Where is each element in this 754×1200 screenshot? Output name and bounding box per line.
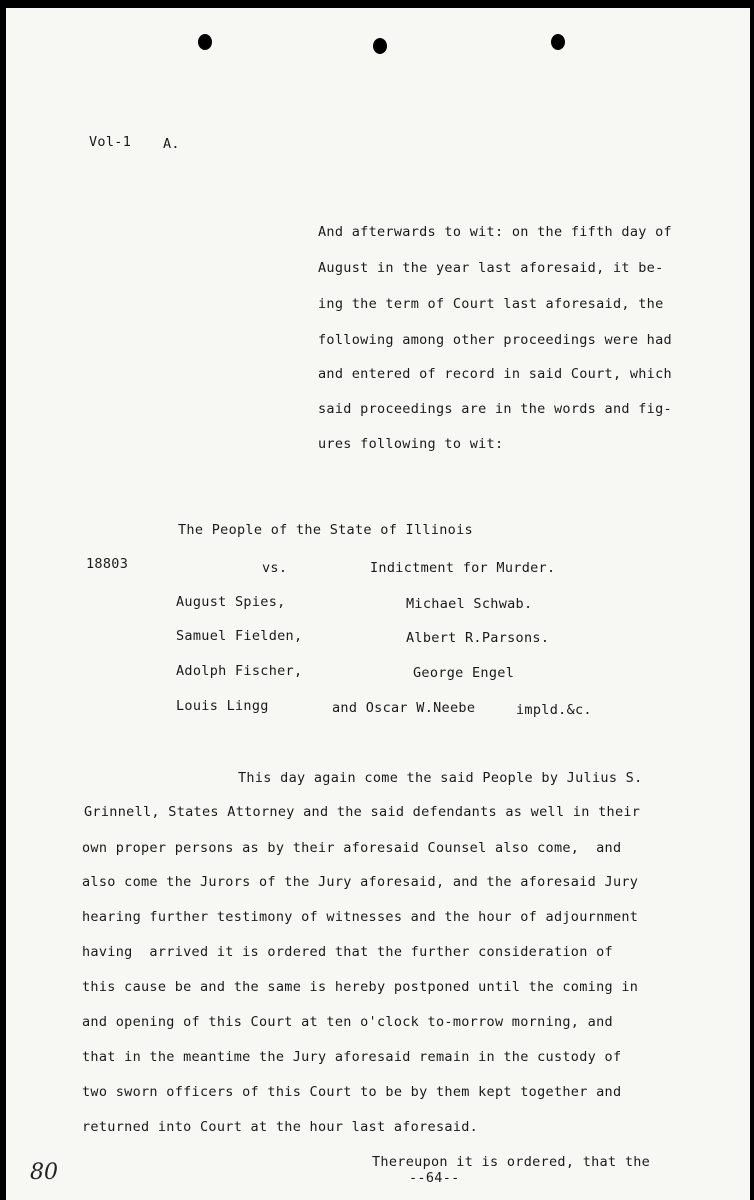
document-page (6, 8, 750, 1200)
defendant-name: Samuel Fielden, (176, 628, 303, 644)
body-line: this cause be and the same is hereby postponed until the coming in (82, 979, 639, 995)
body-line: returned into Court at the hour last aforesaid. (82, 1119, 479, 1135)
intro-line: August in the year last aforesaid, it be- (318, 260, 664, 276)
body-line: also come the Jurors of the Jury aforesaid, and the aforesaid Jury (82, 874, 639, 890)
defendant-name: Michael Schwab. (406, 596, 533, 612)
intro-line: ures following to wit: (318, 436, 504, 452)
punch-hole (551, 34, 565, 50)
defendant-name: Albert R.Parsons. (406, 630, 550, 646)
defendant-name: and Oscar W.Neebe (332, 700, 476, 716)
body-line: Grinnell, States Attorney and the said defendants as well in their (84, 804, 641, 820)
punch-hole (198, 34, 212, 50)
intro-line: ing the term of Court last aforesaid, the (318, 296, 664, 312)
intro-line: and entered of record in said Court, which (318, 366, 672, 382)
case-title: The People of the State of Illinois (178, 522, 473, 538)
body-line: own proper persons as by their aforesaid Counsel also come, and (82, 840, 622, 856)
defendant-name: George Engel (413, 665, 515, 681)
body-line: having arrived it is ordered that the further consideration of (82, 944, 613, 960)
volume-label: Vol-1 (89, 134, 132, 150)
defendant-name: Adolph Fischer, (176, 663, 303, 679)
impld-label: impld.&c. (516, 702, 592, 718)
body-line: and opening of this Court at ten o'clock to-morrow morning, and (82, 1014, 613, 1030)
page-number: --64-- (409, 1170, 460, 1186)
intro-line: following among other proceedings were had (318, 332, 672, 348)
intro-line: said proceedings are in the words and fig- (318, 401, 672, 417)
charge-label: Indictment for Murder. (370, 560, 556, 576)
continuation-line: Thereupon it is ordered, that the (372, 1154, 651, 1170)
intro-line: And afterwards to wit: on the fifth day of (318, 224, 672, 240)
punch-hole (373, 38, 387, 54)
body-line: that in the meantime the Jury aforesaid remain in the custody of (82, 1049, 622, 1065)
body-line: hearing further testimony of witnesses and the hour of adjournment (82, 909, 639, 925)
case-number: 18803 (86, 556, 129, 572)
handwritten-margin-note: 80 (30, 1160, 58, 1185)
versus-label: vs. (262, 560, 288, 576)
body-line: two sworn officers of this Court to be by them kept together and (82, 1084, 622, 1100)
defendant-name: August Spies, (176, 594, 286, 610)
section-letter: A. (163, 136, 180, 152)
defendant-name: Louis Lingg (176, 698, 269, 714)
body-line: This day again come the said People by Julius S. (238, 770, 643, 786)
